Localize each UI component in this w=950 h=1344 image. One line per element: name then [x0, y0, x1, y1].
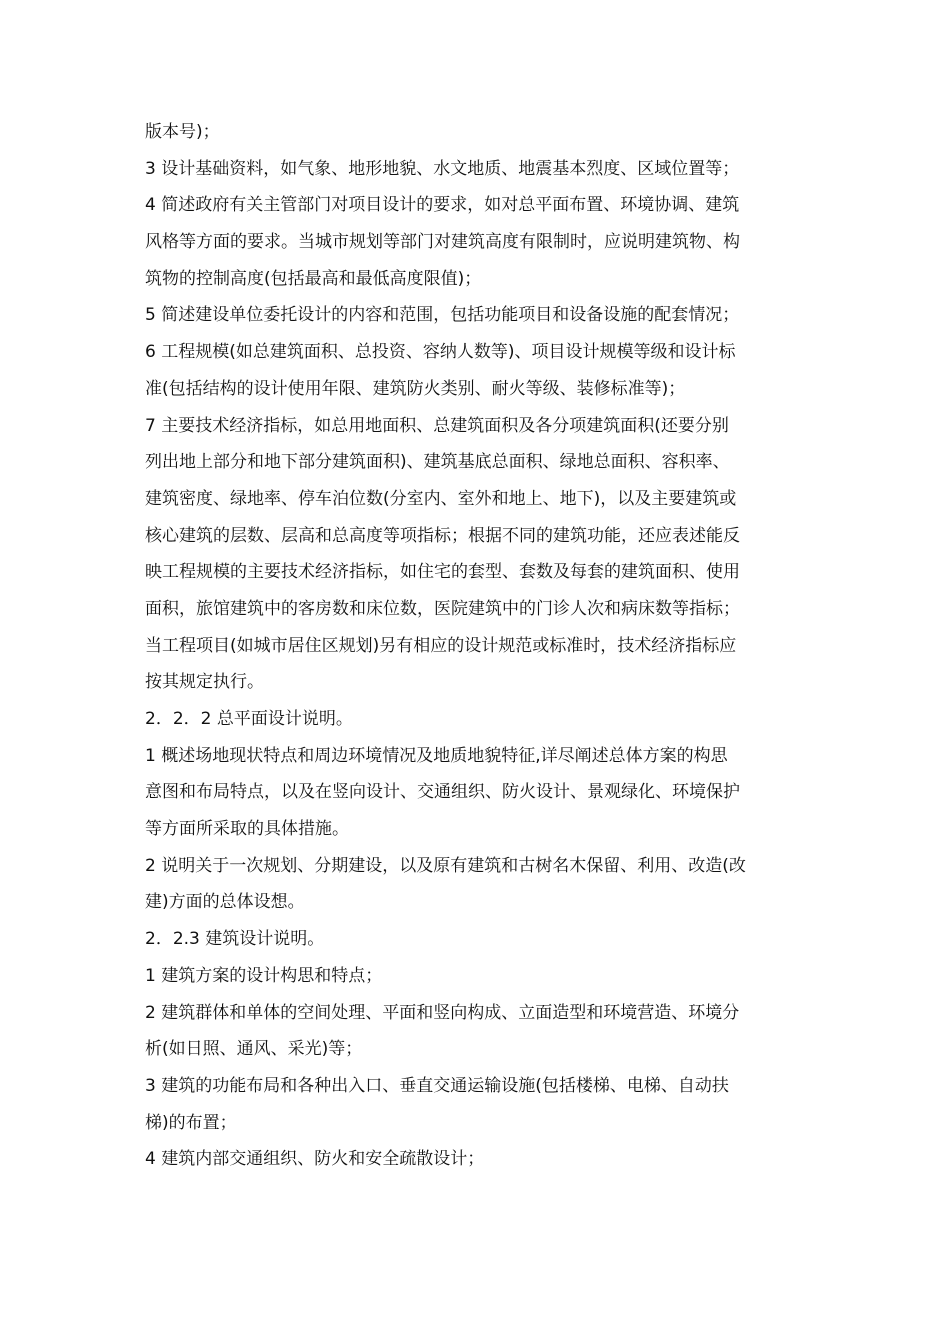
- text-line-19: 意图和布局特点，以及在竖向设计、交通组织、防火设计、景观绿化、环境保护: [145, 782, 740, 803]
- section-heading-2-2-3: 2．2.3 建筑设计说明。: [145, 929, 325, 950]
- text-line-29: 4 建筑内部交通组织、防火和安全疏散设计；: [145, 1149, 485, 1170]
- text-line-8: 准(包括结构的设计使用年限、建筑防火类别、耐火等级、装修标准等)；: [145, 378, 686, 399]
- text-line-9: 7 主要技术经济指标，如总用地面积、总建筑面积及各分项建筑面积(还要分别: [145, 415, 729, 436]
- text-line-14: 面积，旅馆建筑中的客房数和床位数，医院建筑中的门诊人次和病床数等指标；: [145, 598, 740, 619]
- text-line-21: 2 说明关于一次规划、分期建设，以及原有建筑和古树名木保留、利用、改造(改: [145, 855, 746, 876]
- text-line-24: 1 建筑方案的设计构思和特点；: [145, 965, 383, 986]
- text-line-13: 映工程规模的主要技术经济指标，如住宅的套型、套数及每套的建筑面积、使用: [145, 562, 740, 583]
- text-line-28: 梯)的布置；: [145, 1112, 237, 1133]
- text-line-10: 列出地上部分和地下部分建筑面积)、建筑基底总面积、绿地总面积、容积率、: [145, 452, 730, 473]
- text-line-11: 建筑密度、绿地率、停车泊位数(分室内、室外和地上、地下)，以及主要建筑或: [145, 488, 737, 509]
- text-line-7: 6 工程规模(如总建筑面积、总投资、容纳人数等)、项目设计规模等级和设计标: [145, 342, 736, 363]
- text-line-1: 版本号)；: [145, 122, 220, 142]
- text-line-6: 5 简述建设单位委托设计的内容和范围，包括功能项目和设备设施的配套情况；: [145, 305, 740, 326]
- text-line-15: 当工程项目(如城市居住区规划)另有相应的设计规范或标准时，技术经济指标应: [145, 635, 737, 656]
- text-line-16: 按其规定执行。: [145, 672, 264, 693]
- text-line-3: 4 简述政府有关主管部门对项目设计的要求，如对总平面布置、环境协调、建筑: [145, 195, 740, 216]
- text-line-26: 析(如日照、通风、采光)等；: [145, 1039, 363, 1060]
- text-line-27: 3 建筑的功能布局和各种出入口、垂直交通运输设施(包括楼梯、电梯、自动扶: [145, 1075, 729, 1096]
- text-line-20: 等方面所采取的具体措施。: [145, 819, 349, 840]
- text-line-2: 3 设计基础资料，如气象、地形地貌、水文地质、地震基本烈度、区域位置等；: [145, 158, 740, 179]
- text-line-4: 风格等方面的要求。当城市规划等部门对建筑高度有限制时，应说明建筑物、构: [145, 232, 740, 253]
- document-body: [145, 114, 810, 1178]
- text-line-12: 核心建筑的层数、层高和总高度等项指标；根据不同的建筑功能，还应表述能反: [145, 525, 740, 546]
- text-line-22: 建)方面的总体设想。: [145, 892, 305, 913]
- text-line-18: 1 概述场地现状特点和周边环境情况及地质地貌特征,详尽阐述总体方案的构思: [145, 745, 728, 766]
- text-line-25: 2 建筑群体和单体的空间处理、平面和竖向构成、立面造型和环境营造、环境分: [145, 1002, 740, 1023]
- section-heading-2-2-2: 2．2．2 总平面设计说明。: [145, 709, 353, 729]
- text-line-5: 筑物的控制高度(包括最高和最低高度限值)；: [145, 268, 482, 289]
